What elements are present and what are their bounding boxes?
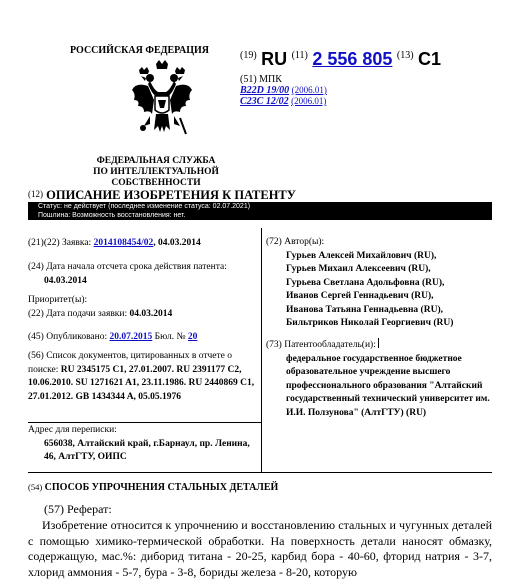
start-date-label: (24) Дата начала отсчета срока действия патента: — [28, 262, 227, 272]
kind-code: C1 — [417, 49, 441, 69]
address-label: Адрес для переписки: — [28, 425, 117, 435]
text-cursor — [378, 338, 379, 348]
owner-label-row — [266, 338, 496, 353]
invention-title-text: СПОСОБ УПРОЧНЕНИЯ СТАЛЬНЫХ ДЕТАЛЕЙ — [44, 482, 279, 493]
owner-field — [266, 338, 496, 420]
address-field — [28, 424, 256, 465]
authors-label: (72) Автор(ы): — [266, 237, 325, 247]
ipc-label: (51) МПК — [240, 74, 282, 85]
ipc-classification — [240, 74, 327, 107]
references-text: RU 2345175 C1, 27.01.2007. RU 2391177 C2, 10.06.2010. SU 1271621 A1, 23.11.1986. RU 2440869 C1, 27.01.2012. GB 1434344 A, 05.05.1976 — [28, 364, 255, 402]
document-title-text: ОПИСАНИЕ ИЗОБРЕТЕНИЯ К ПАТЕНТУ — [46, 188, 296, 202]
author-item: Бильтриков Николай Георгиевич (RU) — [286, 318, 454, 328]
ipc-class-link[interactable]: B22D 19/00 — [240, 85, 290, 96]
code-54: (54) — [28, 482, 43, 492]
filing-date-label: (22) Дата подачи заявки: — [28, 309, 128, 319]
author-item: Гурьев Алексей Михайлович (RU), — [286, 250, 437, 261]
code-19: (19) — [240, 50, 257, 61]
agency-name — [56, 156, 256, 189]
ipc-class-year-link[interactable]: (2006.01) — [291, 85, 327, 95]
bulletin-label: Бюл. № — [154, 332, 186, 342]
application-date: , 04.03.2014 — [153, 238, 201, 248]
section-divider — [28, 472, 492, 473]
code-11: (11) — [291, 50, 308, 61]
invention-title — [28, 482, 278, 493]
author-item: Гурьев Михаил Алексеевич (RU), — [286, 264, 431, 274]
agency-line-2: ПО ИНТЕЛЛЕКТУАЛЬНОЙ СОБСТВЕННОСТИ — [93, 167, 219, 188]
abstract-label: (57) Реферат: — [44, 502, 112, 516]
column-divider — [261, 228, 262, 472]
filing-date-value: 04.03.2014 — [129, 309, 173, 319]
author-item: Иванов Сергей Геннадьевич (RU), — [286, 291, 434, 301]
ipc-class-row — [240, 85, 327, 96]
publication-number — [240, 49, 441, 70]
owner-text: федеральное государственное бюджетное образовательное учреждение высшего профессионального образования "Алтайский государственный технический университет им. И.И. Ползунова" (АлтГТУ) (RU) — [286, 353, 490, 418]
abstract-text: Изобретение относится к упрочнению и восстановлению стальных и чугунных деталей с помощью химико-термической обработки. На поверхность детали наносят обмазку, содержащую, мас.%: диборид титана - 20-25, карбид бора - 40-60, фторид натрия - 3-7, хлорид аммония - 5-7, бура - 3-8, бориды железа - 8-20, которую — [28, 518, 492, 579]
references-label: (56) Список документов, цитированных в отчете о поиске: — [28, 351, 232, 375]
ipc-class-link[interactable]: C23C 12/02 — [240, 96, 289, 107]
filing-date-row — [28, 307, 256, 321]
status-line: Статус: не действует (последнее изменение статуса: 02.07.2021) — [38, 203, 251, 210]
bulletin-number-link[interactable]: 20 — [187, 332, 198, 342]
code-13: (13) — [396, 50, 414, 61]
published-label: (45) Опубликовано: — [28, 332, 108, 342]
ipc-class-row — [240, 96, 327, 107]
author-item: Иванова Татьяна Геннадьевна (RU), — [286, 304, 443, 315]
published-date-link[interactable]: 20.07.2015 — [109, 332, 153, 342]
address-text: 656038, Алтайский край, г.Барнаул, пр. Ленина, 46, АлтГТУ, ОИПС — [44, 438, 250, 462]
priority-label: Приоритет(ы): — [28, 295, 88, 305]
code-12: (12) — [28, 189, 43, 199]
references-field — [28, 350, 256, 404]
coat-of-arms-emblem — [130, 60, 194, 148]
country-name: РОССИЙСКАЯ ФЕДЕРАЦИЯ — [70, 45, 210, 56]
application-number-link[interactable]: 2014108454/02 — [93, 238, 154, 248]
application-label: (21)(22) Заявка: — [28, 238, 92, 248]
patent-number-link[interactable]: 2 556 805 — [312, 49, 393, 69]
country-code: RU — [261, 49, 288, 69]
fee-line: Пошлина: Возможность восстановления: нет. — [38, 211, 186, 219]
left-divider — [28, 422, 261, 423]
authors-field — [266, 236, 496, 331]
owner-label: (73) Патентообладатель(и): — [266, 340, 376, 350]
status-bar — [28, 202, 492, 220]
priority-field — [28, 293, 256, 321]
ipc-class-year-link[interactable]: (2006.01) — [291, 96, 327, 106]
start-date-field — [28, 260, 256, 288]
agency-line-1: ФЕДЕРАЛЬНАЯ СЛУЖБА — [96, 156, 216, 166]
document-title — [28, 188, 296, 203]
author-item: Гурьева Светлана Адольфовна (RU), — [286, 277, 445, 288]
authors-list — [266, 250, 496, 331]
start-date-value: 04.03.2014 — [44, 276, 87, 286]
application-field — [28, 236, 256, 250]
published-field — [28, 330, 256, 344]
